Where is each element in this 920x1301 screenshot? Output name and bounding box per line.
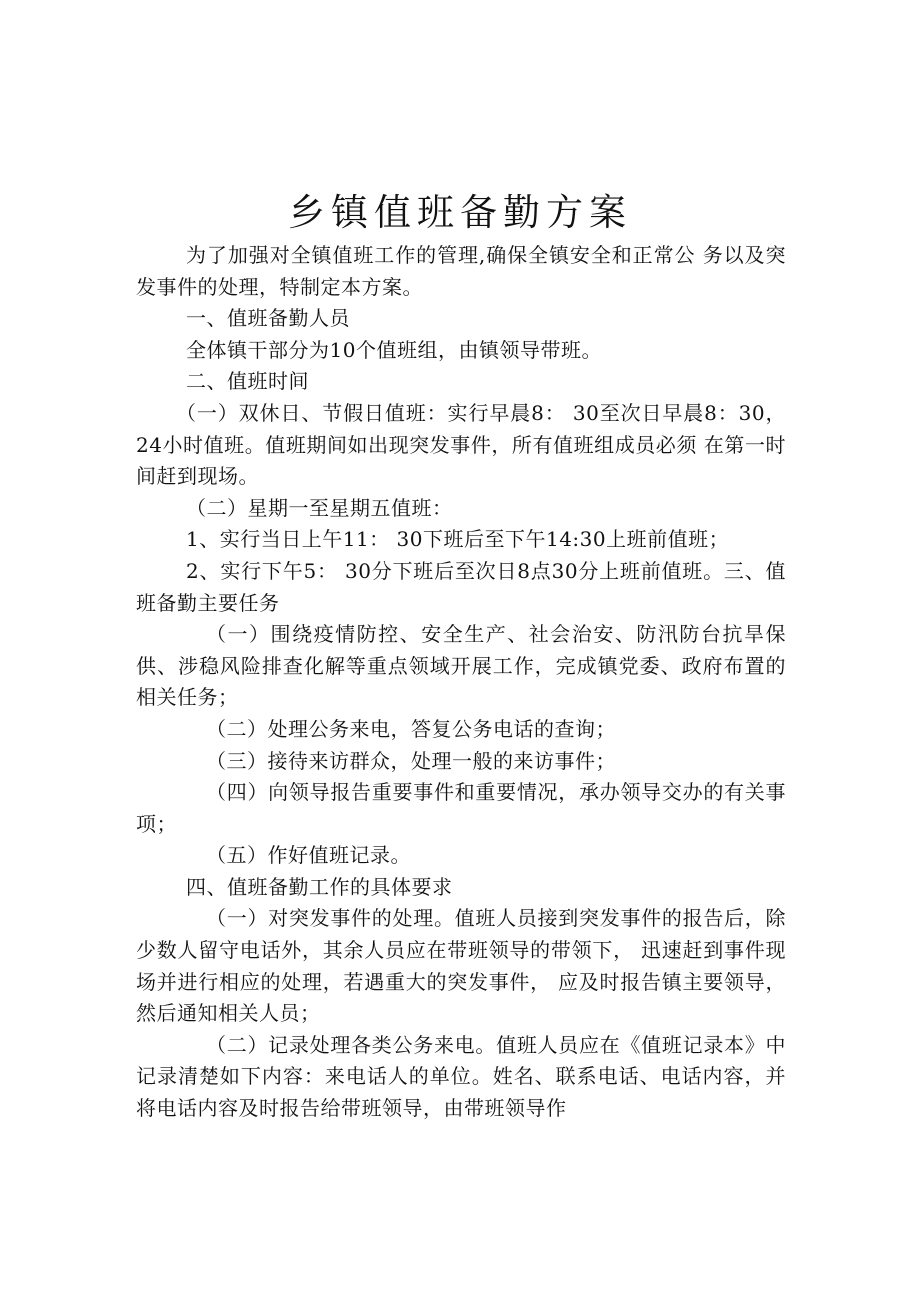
paragraph: （五）作好值班记录。 [206, 843, 411, 868]
paragraph: 全体镇干部分为10个值班组，由镇领导带班。 [186, 337, 602, 362]
paragraph: （二）星期一至星期五值班： [186, 495, 453, 520]
paragraph-intro: 为了加强对全镇值班工作的管理,确保全镇安全和正常公 务以及突发事件的处理，特制定本方案。 [136, 243, 786, 299]
heading-section-4: 四、值班备勤工作的具体要求 [186, 874, 453, 899]
paragraph: 1、实行当日上午11： 30下班后至下午14:30上班前值班； [186, 527, 730, 552]
paragraph: 2、实行下午5： 30分下班后至次日8点30分上班前值班。三、值班备勤主要任务 [136, 558, 786, 615]
paragraph: （四）向领导报告重要事件和重要情况，承办领导交办的有关事项； [136, 780, 786, 836]
paragraph: （三）接待来访群众，处理一般的来访事件； [206, 748, 616, 773]
document-body [136, 240, 786, 1125]
paragraph: （一）围绕疫情防控、安全生产、社会治安、防汛防台抗旱保供、涉稳风险排查化解等重点领域开展工作，完成镇党委、政府布置的相关任务； [136, 622, 786, 710]
paragraph: （二）记录处理各类公务来电。值班人员应在《值班记录本》中记录清楚如下内容：来电话人的单位。姓名、联系电话、电话内容，并将电话内容及时报告给带班领导，由带班领导作 [136, 1032, 786, 1121]
heading-section-1: 一、值班备勤人员 [186, 306, 350, 331]
document-title: 乡镇值班备勤方案 [288, 190, 632, 234]
paragraph: （二）处理公务来电，答复公务电话的查询； [206, 716, 616, 741]
paragraph: （一）对突发事件的处理。值班人员接到突发事件的报告后，除少数人留守电话外，其余人员应在带班领导的带领下， 迅速赶到事件现场并进行相应的处理，若遇重大的突发事件， 应及时报告镇主要领导，然后通知相关人员； [136, 906, 786, 1026]
paragraph: （一）双休日、节假日值班：实行早晨8： 30至次日早晨8：30，24小时值班。值班期间如出现突发事件，所有值班组成员必须 在第一时间赶到现场。 [136, 400, 786, 489]
heading-section-2: 二、值班时间 [186, 369, 309, 394]
